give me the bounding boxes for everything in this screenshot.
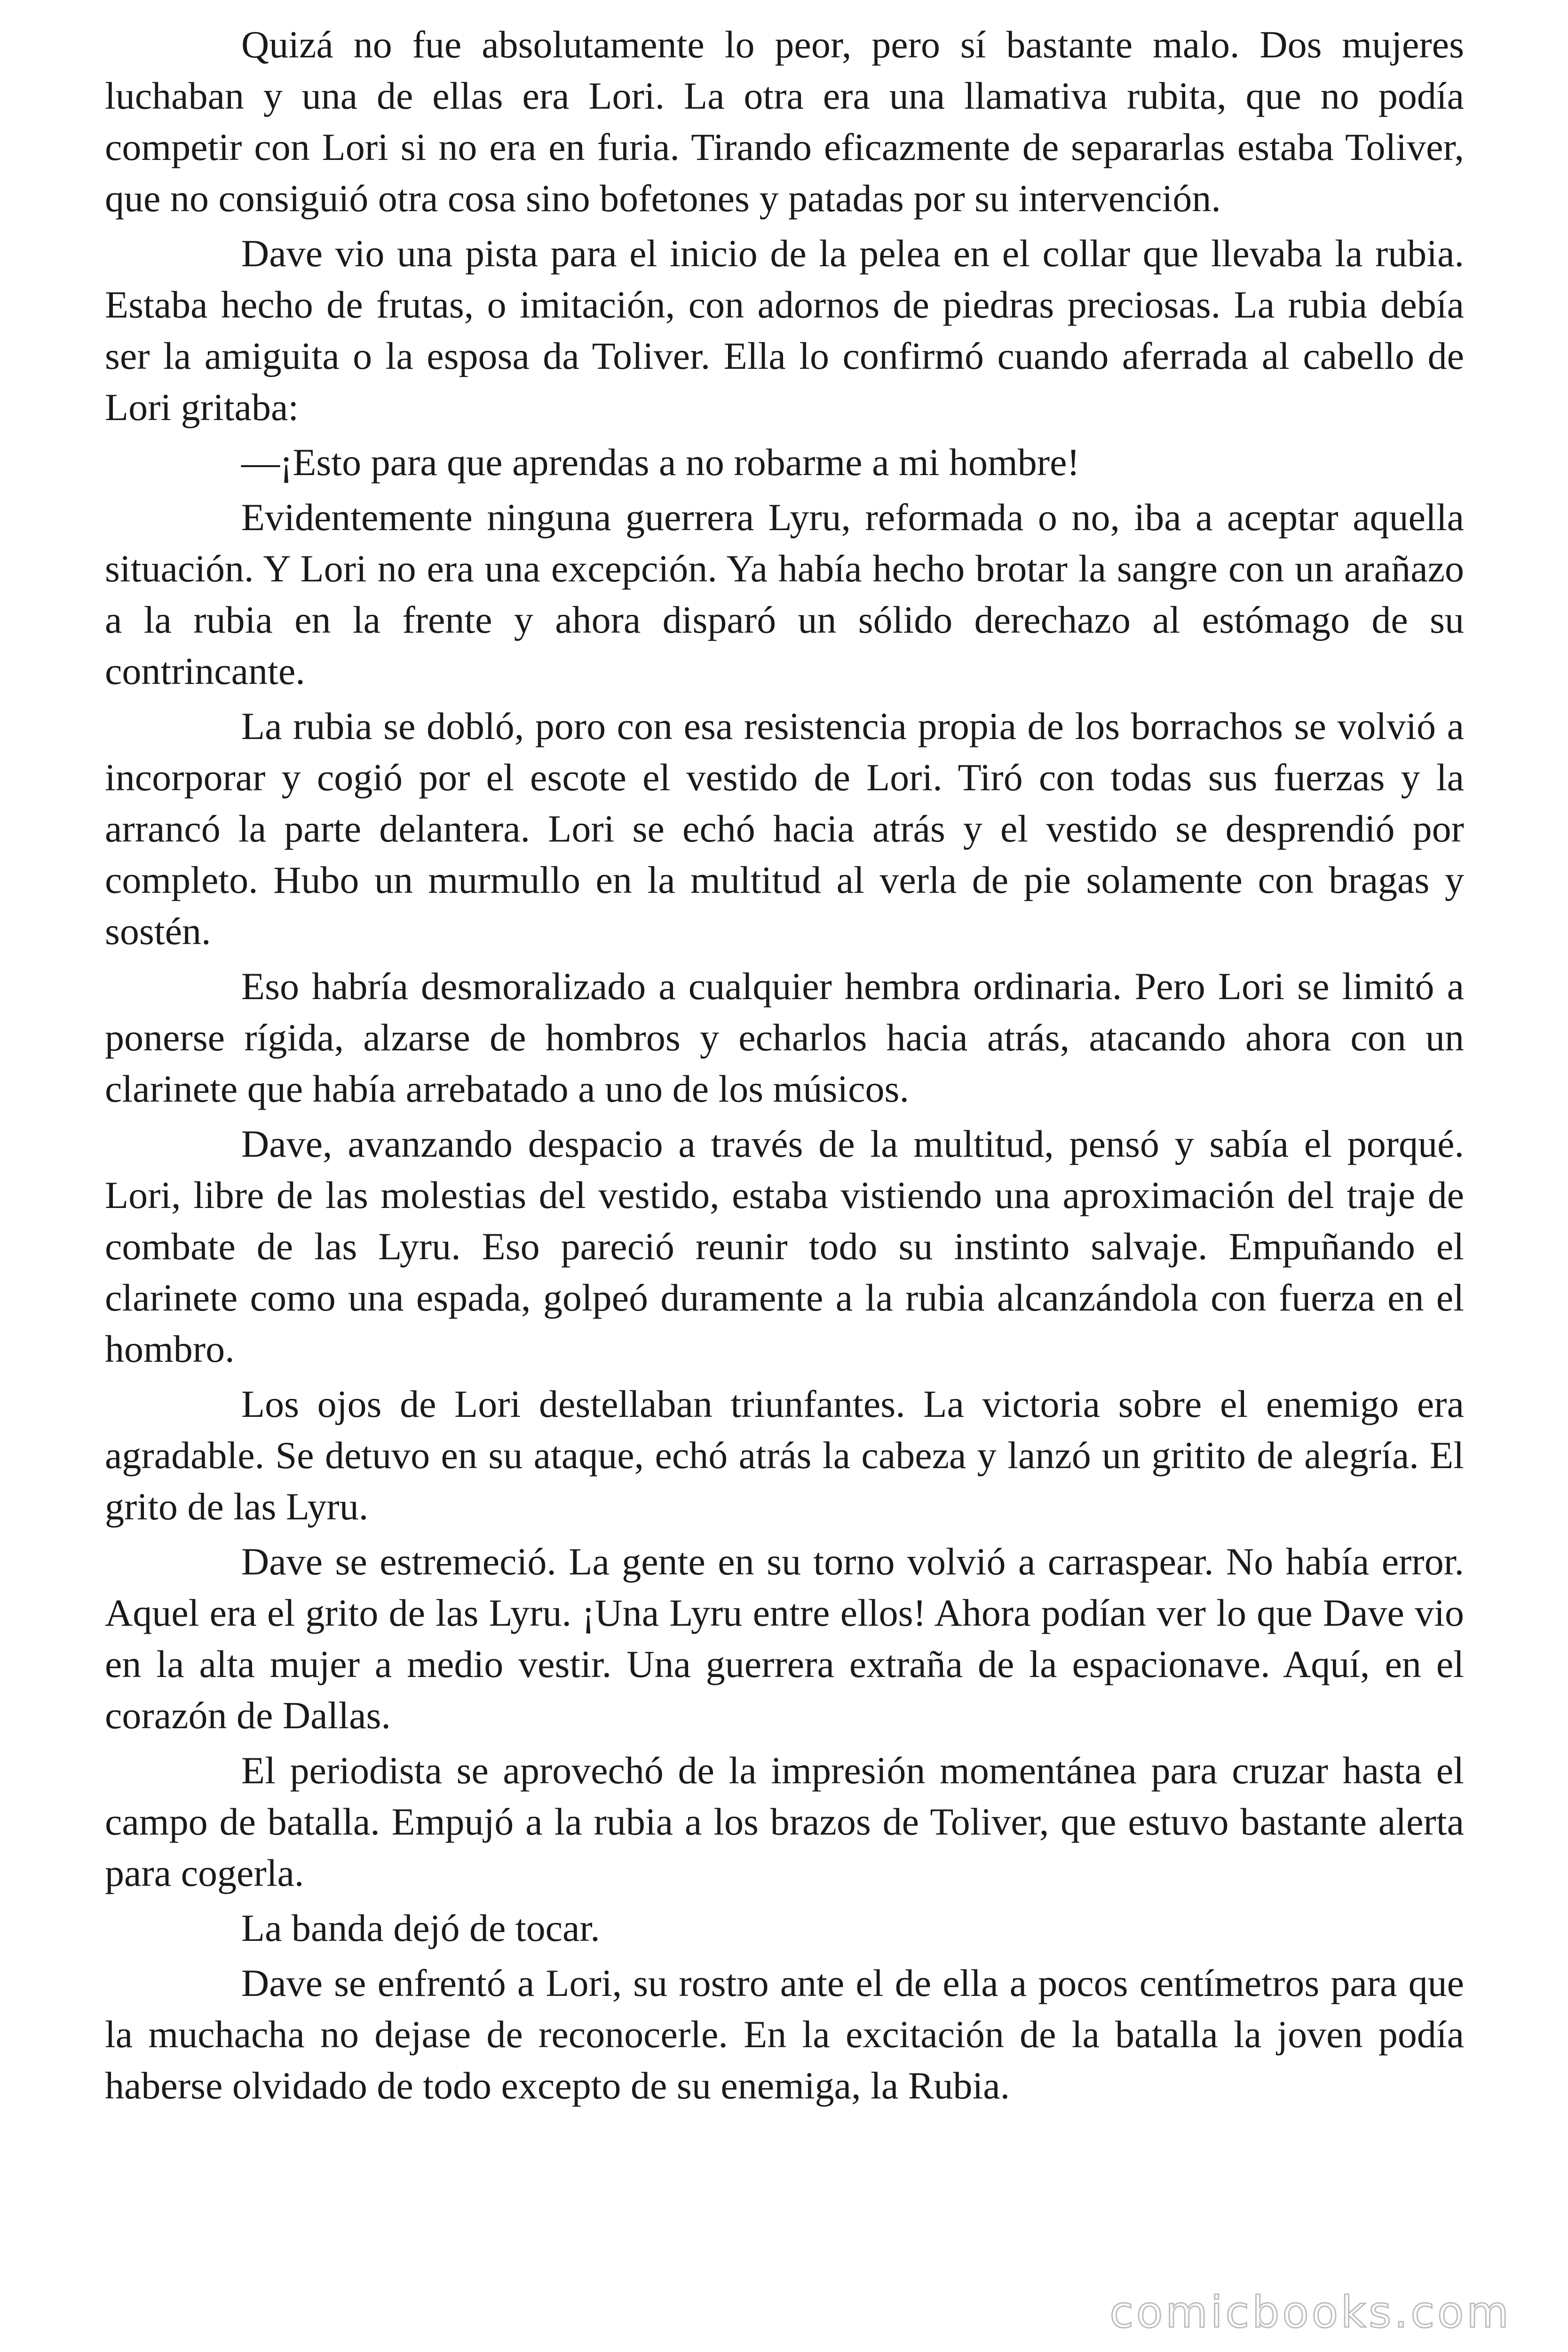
- body-text: [105, 19, 1464, 2115]
- paragraph-7: Dave, avanzando despacio a través de la multitud, pensó y sabía el porqué. Lori, libre de las molestias del vestido, estaba vistiendo una aproximación del traje de combate de las Lyru. Eso pareció reunir todo su instinto salvaje. Empuñando el clarinete como una espada, golpeó duramente a la rubia alcanzándola con fuerza en el hombro.: [105, 1122, 1464, 1370]
- paragraph-2: Dave vio una pista para el inicio de la pelea en el collar que llevaba la rubia. Estaba hecho de frutas, o imitación, con adornos de piedras preciosas. La rubia debía ser la amiguita o la esposa da Toliver. Ella lo confirmó cuando aferrada al cabello de Lori gritaba:: [105, 232, 1464, 429]
- paragraph-10: El periodista se aprovechó de la impresión momentánea para cruzar hasta el campo de batalla. Empujó a la rubia a los brazos de Toliver, que estuvo bastante alerta para cogerla.: [105, 1749, 1464, 1894]
- paragraph-4: Evidentemente ninguna guerrera Lyru, reformada o no, iba a aceptar aquella situación. Y Lori no era una excepción. Ya había hecho brotar la sangre con un arañazo a la rubia en la frente y ahora disparó un sólido derechazo al estómago de su contrincante.: [105, 496, 1464, 692]
- paragraph-5: La rubia se dobló, poro con esa resistencia propia de los borrachos se volvió a incorporar y cogió por el escote el vestido de Lori. Tiró con todas sus fuerzas y la arrancó la parte delantera. Lori se echó hacia atrás y el vestido se desprendió por completo. Hubo un murmullo en la multitud al verla de pie solamente con bragas y sostén.: [105, 705, 1464, 953]
- paragraph-11: La banda dejó de tocar.: [241, 1907, 600, 1949]
- paragraph-9: Dave se estremeció. La gente en su torno volvió a carraspear. No había error. Aquel era el grito de las Lyru. ¡Una Lyru entre ellos! Ahora podían ver lo que Dave vio en la alta mujer a medio vestir. Una guerrera extraña de la espacionave. Aquí, en el corazón de Dallas.: [105, 1540, 1464, 1737]
- paragraph-1: Quizá no fue absolutamente lo peor, pero sí bastante malo. Dos mujeres luchaban y una de ellas era Lori. La otra era una llamativa rubita, que no podía competir con Lori si no era en furia. Tirando eficazmente de separarlas estaba Toliver, que no consiguió otra cosa sino bofetones y patadas por su intervención.: [105, 23, 1464, 220]
- paragraph-6: Eso habría desmoralizado a cualquier hembra ordinaria. Pero Lori se limitó a ponerse rígida, alzarse de hombros y echarlos hacia atrás, atacando ahora con un clarinete que había arrebatado a uno de los músicos.: [105, 965, 1464, 1110]
- paragraph-3-dialogue: —¡Esto para que aprendas a no robarme a mi hombre!: [241, 441, 1080, 484]
- paragraph-8: Los ojos de Lori destellaban triunfantes. La victoria sobre el enemigo era agradable. Se detuvo en su ataque, echó atrás la cabeza y lanzó un gritito de alegría. El grito de las Lyru.: [105, 1383, 1464, 1528]
- paragraph-12: Dave se enfrentó a Lori, su rostro ante el de ella a pocos centímetros para que la muchacha no dejase de reconocerle. En la excitación de la batalla la joven podía haberse olvidado de todo excepto de su enemiga, la Rubia.: [105, 1962, 1464, 2107]
- watermark-logo: comicbooks.com: [1109, 2287, 1512, 2337]
